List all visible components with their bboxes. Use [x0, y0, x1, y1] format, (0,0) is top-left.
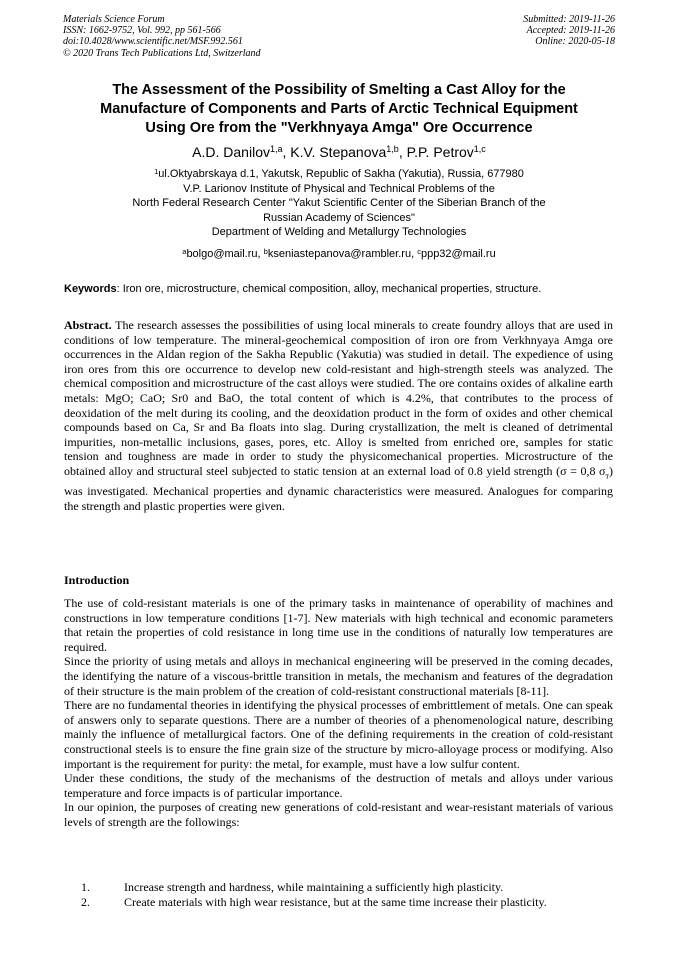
email-separator: ,	[257, 248, 264, 260]
email-link[interactable]: ppp32@mail.ru	[420, 248, 496, 260]
email-list	[40, 247, 638, 261]
paragraph: Since the priority of using metals and alloys in mechanical engineering will be preserved in the coming decades, the identifying the nature of a viscous-brittle transition in metals, the mechanism and features of the degradation of their structure is the main problem of the creation of cold-resistant constructional materials [8-11].	[64, 654, 613, 698]
accepted-date: Accepted: 2019-11-26	[526, 25, 615, 37]
keywords	[64, 282, 616, 296]
paragraph: The use of cold-resistant materials is one of the primary tasks in maintenance of operability of machines and constructions in low temperature conditions [1-7]. New materials with high technical and economic parameters that retain the properties of cold resistance in long time use in the conditions of naturally low temperatures are required.	[64, 596, 613, 654]
paragraph: Under these conditions, the study of the mechanisms of the destruction of metals and alloys under various temperature and force impacts is of particular importance.	[64, 771, 613, 800]
paragraph: There are no fundamental theories in identifying the physical processes of embrittlement of metals. One can speak of answers only to separate questions. There are a number of theories of a phenomenological nature, describing mainly the influence of metallurgical factors. One of the defining requirements in the creation of cold-resistant constructional steels is to ensure the fine grain size of the structure by micro-alloyage process or modifying. Also important is the requirement for purity: the metal, for example, must have a low sulfur content.	[64, 698, 613, 771]
abstract-text-tail: ) was investigated. Mechanical properties and dynamic characteristics were measured. Analogues for comparing the strength and plastic properties were given.	[64, 463, 613, 513]
online-date: Online: 2020-05-18	[535, 36, 615, 48]
author-name: K.V. Stepanova	[290, 144, 387, 160]
list-text: Increase strength and hardness, while maintaining a sufficiently high plasticity.	[124, 880, 504, 894]
title-line: Manufacture of Components and Parts of Arctic Technical Equipment	[100, 101, 578, 117]
email-mark: c	[417, 247, 421, 256]
email-link[interactable]: bolgo@mail.ru	[186, 248, 258, 260]
affiliation-line: Russian Academy of Sciences"	[263, 211, 415, 224]
email-link[interactable]: kseniastepanova@rambler.ru	[267, 248, 412, 260]
journal-doi: doi:10.4028/www.scientific.net/MSF.992.561	[63, 36, 243, 48]
list-text: Create materials with high wear resistance, but at the same time increase their plasticity.	[124, 894, 547, 909]
abstract-text: The research assesses the possibilities of using local minerals to create foundry alloys that are used in conditions of low temperature. The mineral-geochemical composition of iron ore from Verkhnyaya Amga ore occurrences in the Aldan region of the Sakha Republic (Yakutia) was studied in detail. The expedience of using iron ores from this ore occurrence to develop new cold-resistant and high-strength steels was analyzed. The chemical composition and microstructure of the cast alloys were studied. The ore contains oxides of alkaline earth metals: MgO; CaO; Sr0 and BaO, the total content of which is 4.2%, that contributes to the process of deoxidation of the melt during its cooling, and the deoxidation product in the form of oxides and other chemical compounds based on Ca, Sr and Ba floats into slag. During crystallization, the melt is cleaned of detrimental impurities, non-metallic inclusions, gases, pores, etc. Alloy is smelted from enriched ore, samples for static tension and toughness are made in order to study the physicomechanical properties. Microstructure of the obtained alloy and structural steel subjected to static tension at an external load of 0.8 yield strength (σ = 0,8 σ	[64, 318, 613, 478]
journal-issn: ISSN: 1662-9752, Vol. 992, pp 561-566	[63, 25, 221, 37]
journal-header-right	[523, 14, 615, 48]
affiliation-block	[40, 167, 638, 240]
email-mark: a	[182, 247, 187, 256]
list-item	[64, 880, 613, 895]
affiliation-line: Department of Welding and Metallurgy Technologies	[211, 226, 467, 238]
author-list	[40, 143, 638, 161]
keywords-text: : Iron ore, microstructure, chemical composition, alloy, mechanical properties, structure.	[116, 283, 542, 295]
title-line: The Assessment of the Possibility of Smelting a Cast Alloy for the	[112, 82, 566, 98]
author-name: A.D. Danilov	[192, 144, 270, 160]
affiliation-line: ul.Oktyabrskaya d.1, Yakutsk, Republic of Sakha (Yakutia), Russia, 677980	[158, 168, 524, 180]
introduction-body	[64, 596, 613, 830]
title-line: Using Ore from the "Verkhnyaya Amga" Ore Occurrence	[145, 120, 533, 136]
introduction-heading: Introduction	[64, 573, 130, 587]
email-separator: ,	[411, 248, 418, 260]
author-separator: ,	[282, 144, 291, 160]
goals-list	[64, 880, 613, 909]
affiliation-line: V.P. Larionov Institute of Physical and Technical Problems of the	[183, 182, 495, 195]
abstract-subscript: т	[605, 471, 609, 481]
author-affiliation-mark: 1,a	[269, 144, 283, 154]
author-affiliation-mark: 1,c	[473, 144, 486, 154]
keywords-label: Keywords	[64, 283, 117, 295]
journal-copyright: © 2020 Trans Tech Publications Ltd, Switzerland	[63, 47, 261, 59]
journal-name: Materials Science Forum	[63, 14, 165, 25]
author-affiliation-mark: 1,b	[386, 144, 399, 154]
author-name: P.P. Petrov	[406, 144, 474, 160]
journal-header-left	[63, 14, 261, 59]
paragraph: In our opinion, the purposes of creating new generations of cold-resistant and wear-resistant materials of various levels of strength are the followings:	[64, 800, 613, 829]
affiliation-mark: 1	[154, 167, 159, 176]
submitted-date: Submitted: 2019-11-26	[523, 14, 615, 25]
list-item	[64, 895, 613, 910]
list-number: 1.	[81, 880, 90, 894]
list-number: 2.	[81, 894, 90, 909]
author-separator: ,	[398, 144, 407, 160]
affiliation-line: North Federal Research Center "Yakut Scientific Center of the Siberian Branch of the	[132, 197, 546, 209]
paper-title	[40, 81, 638, 138]
abstract	[64, 318, 613, 513]
email-mark: b	[263, 247, 268, 256]
abstract-label: Abstract.	[64, 318, 112, 332]
